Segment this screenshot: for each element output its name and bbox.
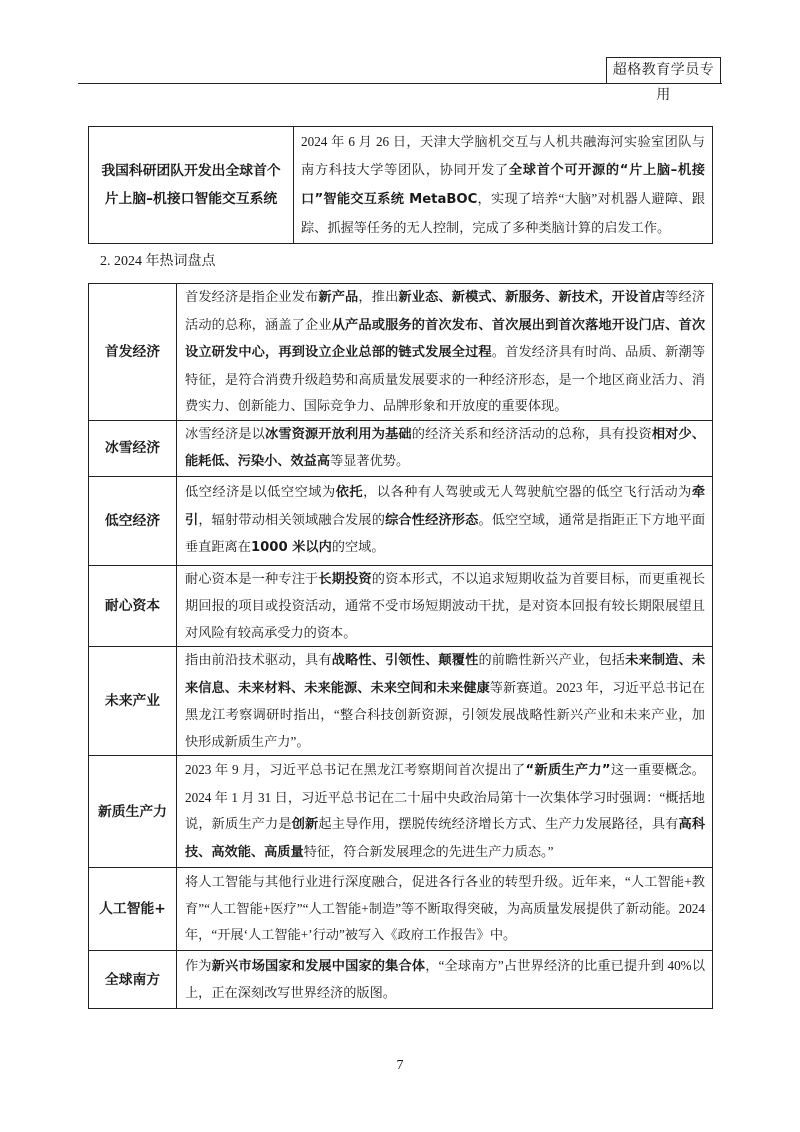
- body-text: 。首发经济具有时尚、品质、新潮等特征，是符合消费升级趋势和高质量发展要求的一种经济形态，是一个地区商业活力、消费实力、创新能力、国际竞争力、品牌形象和开放度的重要体现。: [185, 344, 706, 413]
- hotword-definition: [177, 647, 713, 756]
- bold-text: 综合性经济形态: [385, 512, 479, 528]
- bold-text: 依托: [335, 485, 364, 501]
- body-text: 等经济活动的总称，涵盖了企业: [185, 289, 706, 332]
- hotword-row: [89, 951, 713, 1009]
- bold-text: 相对少、能耗低、污染小、效益高: [185, 426, 706, 469]
- body-text: 将人工智能与其他行业进行深度融合，促进各行各业的转型升级。近年来，“人工智能+教育”“人工智能+医疗”“人工智能+制造”等不断取得突破，为高质量发展提供了新动能。2024 年，“开展‘人工智能+’行动”被写入《政府工作报告》中。: [185, 874, 705, 943]
- bold-text: 冰雪资源开放利用为基础: [265, 426, 412, 442]
- section-heading: 2. 2024 年热词盘点: [100, 254, 216, 269]
- news-row: [89, 127, 713, 244]
- news-table: [88, 126, 713, 244]
- body-text: 的空域。: [331, 539, 385, 555]
- news-title-cell: [89, 127, 294, 244]
- hotword-term: 未来产业: [89, 647, 177, 756]
- body-text: 。低空空域，通常是指距正下方地平面垂直距离在: [185, 511, 706, 555]
- news-title-line: 我国科研团队开发出全球首个: [101, 163, 281, 179]
- body-text: 冰雪经济是以: [185, 425, 266, 441]
- bold-text: 未来制造、未来信息、未来材料、未来能源、未来空间和未来健康: [185, 653, 706, 696]
- hotword-row: [89, 565, 713, 647]
- body-text: 这一重要概念。2024 年 1 月 31 日，习近平总书记在二十届中央政治局第十一次集体学习时强调：“概括地说，新质生产力是: [185, 762, 705, 831]
- hotword-term: 全球南方: [89, 951, 177, 1009]
- hotword-definition: [177, 868, 713, 951]
- body-text: 2023 年 9 月，习近平总书记在黑龙江考察期间首次提出了: [185, 762, 526, 777]
- header-label: 超格教育学员专用: [606, 57, 721, 83]
- hotword-term: 低空经济: [89, 476, 177, 565]
- body-text: 作为: [185, 957, 212, 973]
- body-text: ，辐射带动相关领域融合发展的: [198, 511, 386, 527]
- hotword-row: [89, 476, 713, 565]
- body-text: 起主导作用，摆脱传统经济增长方式、生产力发展路径，具有: [318, 816, 679, 831]
- body-text: ，实现了培养“大脑”对机器人避障、跟踪、抓握等任务的无人控制，完成了多种类脑计算的启发工作。: [301, 191, 705, 235]
- bold-text: 长期投资: [318, 571, 372, 587]
- bold-text: 牵引: [185, 485, 706, 528]
- bold-text: 全球首个可开源的“片上脑–机接口”智能交互系统 MetaBOC: [301, 163, 705, 207]
- hotword-definition: [177, 756, 713, 868]
- hotword-term: 耐心资本: [89, 565, 177, 647]
- body-text: 的资本形式，不以追求短期收益为首要目标，而更重视长期回报的项目或投资活动，通常不受市场短期波动干扰，是对资本回报有较长期限展望且对风险有较高承受力的资本。: [185, 570, 706, 640]
- body-text: 等显著优势。: [330, 453, 410, 468]
- body-text: 的经济关系和经济活动的总称，具有投资: [411, 425, 652, 441]
- hotword-row: [89, 284, 713, 421]
- news-content-cell: [294, 127, 713, 244]
- header-rule: [78, 83, 722, 84]
- body-text: ，以各种有人驾驶或无人驾驶航空器的低空飞行活动为: [363, 484, 692, 500]
- hotword-definition: [177, 284, 713, 421]
- hotword-term: 新质生产力: [89, 756, 177, 868]
- bold-text: 新兴市场国家和发展中国家的集合体: [211, 958, 426, 974]
- hotword-definition: [177, 565, 713, 647]
- bold-text: 新业态、新模式、新服务、新技术，开设首店: [398, 290, 666, 305]
- body-text: 等新赛道。2023 年，习近平总书记在黑龙江考察调研时指出，“整合科技创新资源，引领发展战略性新兴产业和未来产业，加快形成新质生产力”。: [185, 679, 705, 749]
- body-text: 指由前沿技术驱动，具有: [185, 652, 332, 667]
- hotword-row: [89, 647, 713, 756]
- hotwords-table: [88, 283, 713, 1009]
- body-text: 低空经济是以低空空域为: [185, 484, 336, 500]
- body-text: 特征，符合新发展理念的先进生产力质态。”: [303, 843, 554, 859]
- hotword-row: [89, 756, 713, 868]
- hotword-row: [89, 420, 713, 476]
- hotword-term: 人工智能+: [89, 868, 177, 951]
- hotword-definition: [177, 420, 713, 476]
- page-number: 7: [396, 1058, 404, 1073]
- hotword-definition: [177, 476, 713, 565]
- body-text: ，“全球南方”占世界经济的比重已提升到 40%以上，正在深刻改写世界经济的版图。: [185, 957, 706, 1000]
- body-text: ，推出: [358, 289, 399, 304]
- body-text: 首发经济是指企业发布: [185, 289, 319, 304]
- bold-text: 1000 米以内: [250, 540, 332, 556]
- body-text: 耐心资本是一种专注于: [185, 570, 319, 586]
- hotword-row: [89, 868, 713, 951]
- bold-text: 从产品或服务的首次发布、首次展出到首次落地开设门店、首次设立研发中心，再到设立企业总部的链式发展全过程: [185, 317, 706, 360]
- body-text: 2024 年 6 月 26 日，天津大学脑机交互与人机共融海河实验室团队与南方科技大学等团队，协同开发了: [301, 134, 705, 177]
- body-text: 的前瞻性新兴产业，包括: [478, 652, 626, 667]
- bold-text: 创新: [291, 817, 319, 832]
- bold-text: 战略性、引领性、颠覆性: [331, 653, 479, 668]
- news-title-line: 片上脑–机接口智能交互系统: [104, 191, 278, 207]
- bold-text: 新产品: [318, 290, 359, 305]
- hotword-definition: [177, 951, 713, 1009]
- bold-text: “新质生产力”: [525, 763, 611, 778]
- bold-text: 高科技、高效能、高质量: [185, 817, 706, 860]
- hotword-term: 首发经济: [89, 284, 177, 421]
- hotword-term: 冰雪经济: [89, 420, 177, 476]
